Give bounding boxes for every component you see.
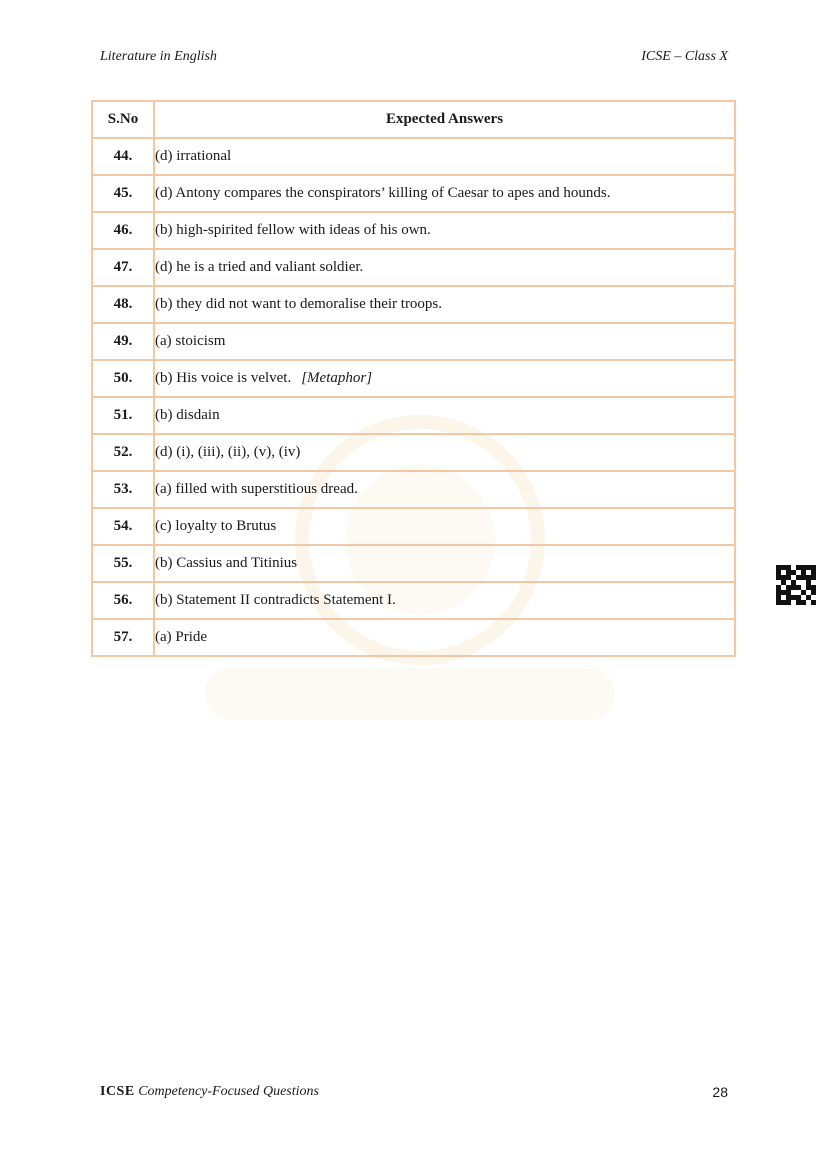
- row-number: 57.: [92, 619, 154, 656]
- row-number: 52.: [92, 434, 154, 471]
- table-row: [92, 471, 735, 508]
- row-answer: (b) His voice is velvet.: [155, 370, 292, 386]
- footer-brand: ICSE: [100, 1084, 135, 1099]
- row-number: 51.: [92, 397, 154, 434]
- qr-code-icon[interactable]: [776, 565, 816, 605]
- row-answer: (c) loyalty to Brutus: [154, 508, 735, 545]
- table-row: [92, 212, 735, 249]
- row-number: 48.: [92, 286, 154, 323]
- table-row: [92, 323, 735, 360]
- table-header-row: [92, 101, 735, 138]
- row-number: 46.: [92, 212, 154, 249]
- header-class: ICSE – Class X: [641, 49, 728, 64]
- row-answer: (b) high-spirited fellow with ideas of his own.: [154, 212, 735, 249]
- row-answer: (d) irrational: [154, 138, 735, 175]
- row-answer: (a) filled with superstitious dread.: [154, 471, 735, 508]
- row-answer: (d) he is a tried and valiant soldier.: [154, 249, 735, 286]
- row-answer: (d) (i), (iii), (ii), (v), (iv): [154, 434, 735, 471]
- table-row: [92, 619, 735, 656]
- watermark-band: [205, 668, 615, 720]
- row-answer: (a) stoicism: [154, 323, 735, 360]
- row-answer: (b) Cassius and Titinius: [154, 545, 735, 582]
- row-number: 44.: [92, 138, 154, 175]
- row-number: 53.: [92, 471, 154, 508]
- header-expected-answers: Expected Answers: [154, 101, 735, 138]
- table-row: [92, 138, 735, 175]
- footer-subtitle: Competency-Focused Questions: [138, 1084, 319, 1099]
- header-sno: S.No: [92, 101, 154, 138]
- page-number: 28: [712, 1084, 728, 1100]
- table-row: [92, 434, 735, 471]
- row-number: 55.: [92, 545, 154, 582]
- table-row: [92, 249, 735, 286]
- table-row: [92, 508, 735, 545]
- row-answer-cell: [154, 360, 735, 397]
- row-answer: (d) Antony compares the conspirators’ killing of Caesar to apes and hounds.: [154, 175, 735, 212]
- table-row: [92, 286, 735, 323]
- header-subject: Literature in English: [100, 49, 217, 64]
- row-answer: (b) Statement II contradicts Statement I.: [154, 582, 735, 619]
- table-row: [92, 175, 735, 212]
- table-row: [92, 582, 735, 619]
- row-answer: (b) they did not want to demoralise their troops.: [154, 286, 735, 323]
- row-number: 50.: [92, 360, 154, 397]
- table-row: [92, 545, 735, 582]
- row-number: 54.: [92, 508, 154, 545]
- row-number: 47.: [92, 249, 154, 286]
- row-number: 45.: [92, 175, 154, 212]
- row-number: 56.: [92, 582, 154, 619]
- table-row: [92, 360, 735, 397]
- answers-table: [91, 100, 736, 657]
- footer-title: [100, 1084, 319, 1100]
- row-answer: (a) Pride: [154, 619, 735, 656]
- figure-of-speech-note: [Metaphor]: [301, 370, 373, 386]
- row-number: 49.: [92, 323, 154, 360]
- table-row: [92, 397, 735, 434]
- row-answer: (b) disdain: [154, 397, 735, 434]
